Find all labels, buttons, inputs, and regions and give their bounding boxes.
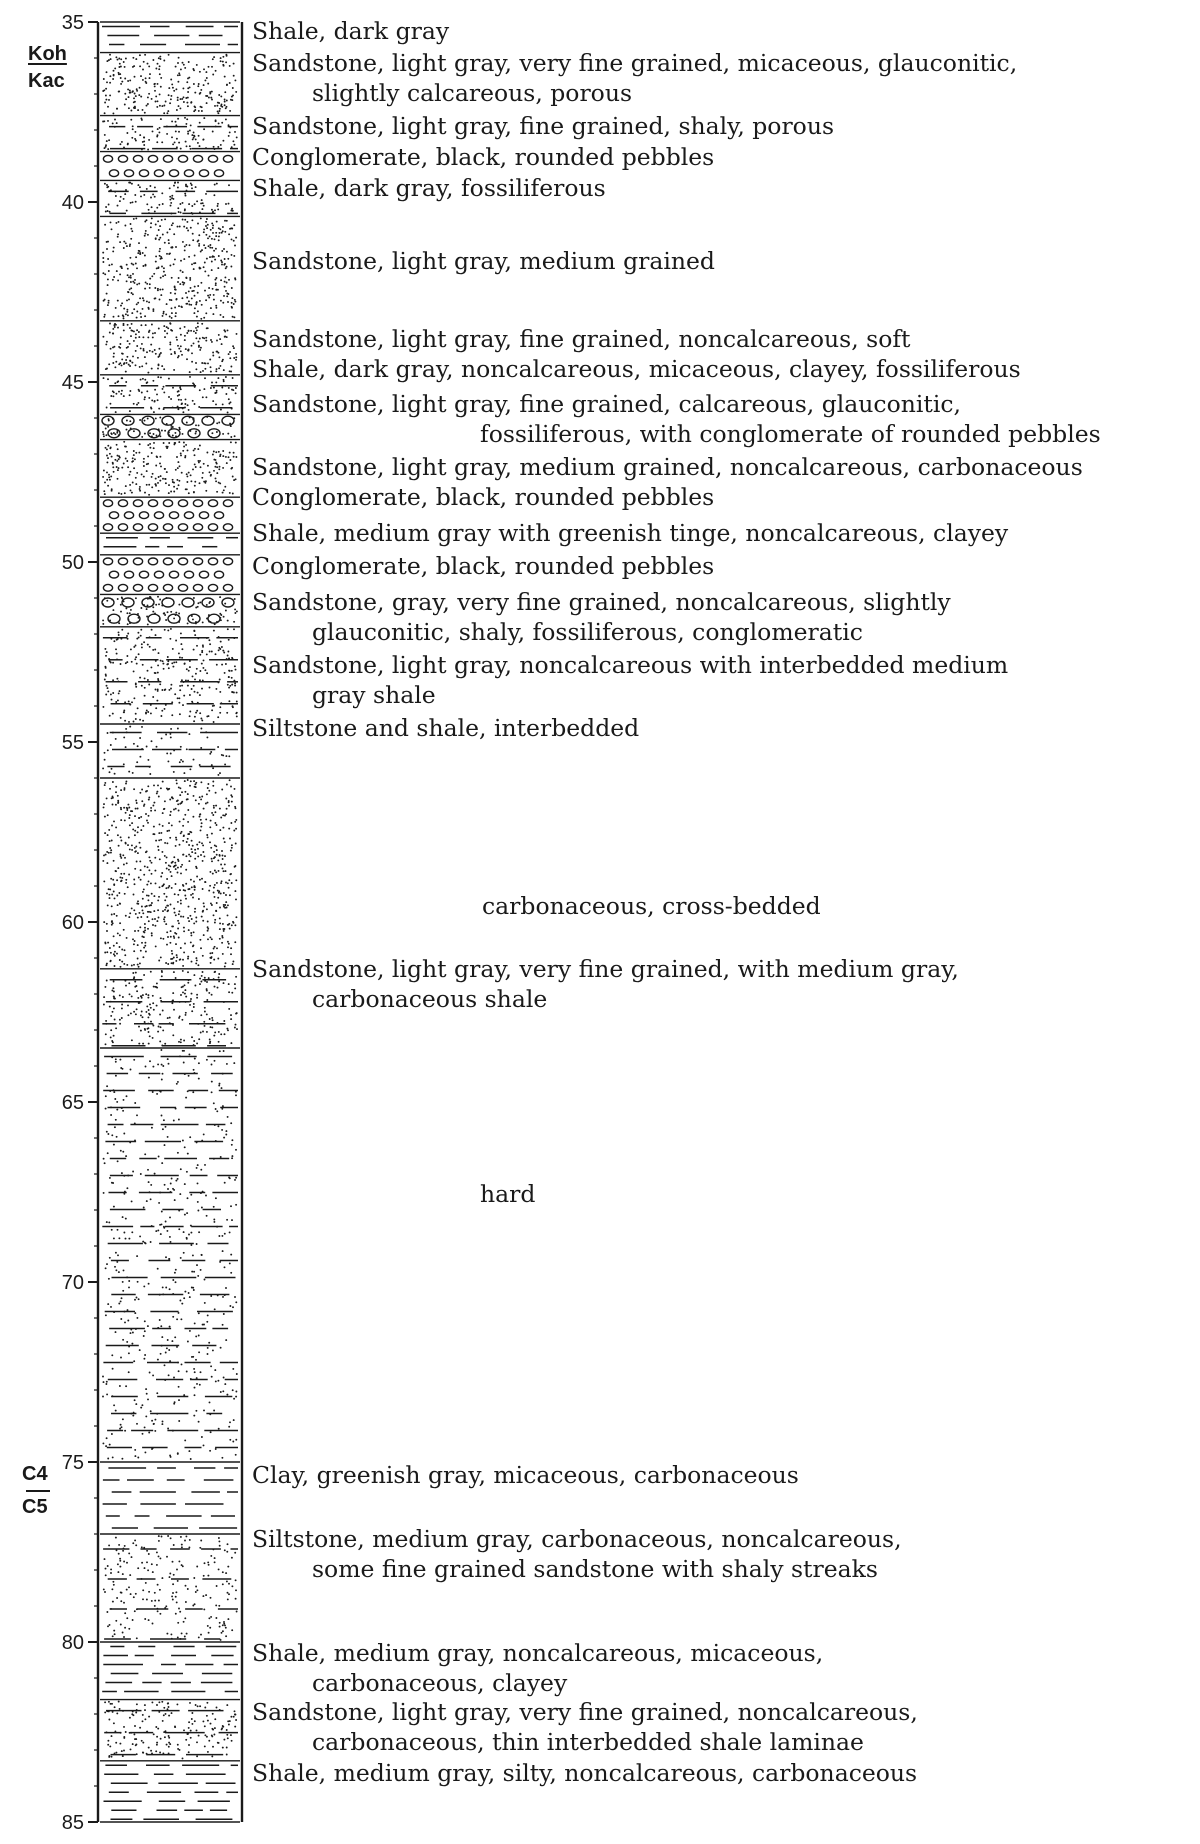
lithology-unit-sandstone bbox=[100, 440, 240, 496]
column-frame bbox=[98, 22, 242, 1822]
depth-label-45: 45 bbox=[61, 372, 84, 394]
lithology-description: Siltstone, medium gray, carbonaceous, noncalcareous, bbox=[252, 1525, 902, 1554]
lithology-unit-shaly-sandstone bbox=[100, 969, 240, 1047]
depth-label-40: 40 bbox=[61, 192, 84, 214]
lithology-unit-sandstone bbox=[100, 321, 240, 374]
formation-koh: Koh bbox=[28, 43, 67, 65]
depth-label-75: 75 bbox=[61, 1452, 84, 1474]
lithology-unit-clay bbox=[100, 1462, 240, 1528]
lithology-description: Sandstone, light gray, medium grained, noncalcareous, carbonaceous bbox=[252, 452, 1083, 481]
lithology-description: Sandstone, gray, very fine grained, noncalcareous, slightly bbox=[252, 587, 951, 616]
lithology-description: Conglomerate, black, rounded pebbles bbox=[252, 551, 715, 580]
lithology-description: Sandstone, light gray, fine grained, calcareous, glauconitic, bbox=[252, 389, 961, 418]
lithology-unit-shaly-sandstone bbox=[100, 116, 240, 151]
lithology-description-continued: some fine grained sandstone with shaly streaks bbox=[312, 1555, 878, 1584]
lithology-description: Sandstone, light gray, medium grained bbox=[252, 247, 715, 276]
lithology-unit-shale bbox=[100, 22, 240, 45]
lithology-unit-siltstone-shale bbox=[100, 724, 240, 776]
lithology-description: carbonaceous, cross-bedded bbox=[482, 891, 821, 920]
lithology-description: Sandstone, light gray, very fine grained, noncalcareous, bbox=[252, 1698, 918, 1727]
lithology-description-continued: carbonaceous shale bbox=[312, 984, 548, 1013]
depth-label-80: 80 bbox=[61, 1632, 84, 1654]
lithology-description: hard bbox=[480, 1179, 536, 1208]
lithology-description-continued: carbonaceous, clayey bbox=[312, 1668, 568, 1697]
depth-label-70: 70 bbox=[61, 1272, 84, 1294]
lithology-unit-sandstone bbox=[100, 216, 240, 319]
lithology-unit-shale bbox=[100, 1761, 240, 1820]
lithology-description: Shale, medium gray, noncalcareous, micaceous, bbox=[252, 1638, 824, 1667]
lithology-description-continued: fossiliferous, with conglomerate of rounded pebbles bbox=[480, 419, 1101, 448]
lithology-description-continued: carbonaceous, thin interbedded shale laminae bbox=[312, 1728, 864, 1757]
lithology-unit-shale bbox=[100, 533, 240, 547]
lithology-unit-shaly-sandstone bbox=[100, 1700, 240, 1760]
lithology-unit-conglomerate bbox=[100, 152, 240, 177]
lithology-unit-siltstone bbox=[100, 1534, 240, 1641]
lithology-unit-shale bbox=[100, 1642, 240, 1692]
formation-kac: Kac bbox=[28, 70, 65, 92]
formation-boundary-mark bbox=[26, 1490, 50, 1492]
lithology-unit-siltstone-shale bbox=[100, 1048, 240, 1460]
depth-label-55: 55 bbox=[61, 732, 84, 754]
depth-label-50: 50 bbox=[61, 552, 84, 574]
depth-label-60: 60 bbox=[61, 912, 84, 934]
lithology-description: Sandstone, light gray, fine grained, shaly, porous bbox=[252, 112, 835, 141]
lithology-description: Shale, dark gray, noncalcareous, micaceous, clayey, fossiliferous bbox=[252, 355, 1021, 384]
lithology-description-continued: gray shale bbox=[312, 680, 436, 709]
lithology-description: Conglomerate, black, rounded pebbles bbox=[252, 143, 715, 171]
lithology-description: Siltstone and shale, interbedded bbox=[252, 713, 640, 742]
lithology-unit-pebbly-sandstone bbox=[100, 594, 240, 625]
depth-label-65: 65 bbox=[61, 1092, 84, 1114]
lithology-unit-conglomerate bbox=[100, 497, 240, 530]
lithology-description-continued: glauconitic, shaly, fossiliferous, conglomeratic bbox=[312, 617, 863, 646]
lithology-unit-shaly-sandstone bbox=[100, 627, 240, 723]
lithology-description: Shale, medium gray with greenish tinge, noncalcareous, clayey bbox=[252, 519, 1009, 548]
lithology-description: Clay, greenish gray, micaceous, carbonaceous bbox=[252, 1460, 799, 1489]
lithology-description: Sandstone, light gray, noncalcareous with interbedded medium bbox=[252, 650, 1009, 679]
lithology-description: Shale, dark gray, fossiliferous bbox=[252, 173, 606, 202]
depth-label-85: 85 bbox=[61, 1812, 84, 1834]
lithology-column bbox=[100, 22, 240, 1822]
lithology-description: Shale, medium gray, silty, noncalcareous, carbonaceous bbox=[252, 1759, 918, 1788]
lithology-unit-sandstone bbox=[100, 53, 240, 115]
formation-c4: C4 bbox=[22, 1463, 48, 1485]
lithology-unit-sandstone bbox=[100, 778, 240, 968]
lithology-description: Conglomerate, black, rounded pebbles bbox=[252, 483, 715, 512]
lithology-description: Sandstone, light gray, very fine grained, with medium gray, bbox=[252, 954, 959, 983]
lithology-unit-shaly-sandstone bbox=[100, 180, 240, 214]
lithology-description: Sandstone, light gray, very fine grained, micaceous, glauconitic, bbox=[252, 49, 1018, 78]
depth-label-35: 35 bbox=[61, 12, 84, 34]
lithology-description: Shale, dark gray bbox=[252, 17, 450, 45]
formation-c5: C5 bbox=[22, 1496, 48, 1518]
lithology-description-continued: slightly calcareous, porous bbox=[312, 79, 633, 108]
lithology-unit-shaly-sandstone bbox=[100, 375, 240, 414]
depth-axis bbox=[62, 12, 98, 1834]
lithology-unit-pebbly-sandstone bbox=[100, 414, 240, 438]
lithology-description: Sandstone, light gray, fine grained, noncalcareous, soft bbox=[252, 324, 911, 353]
lithology-unit-conglomerate bbox=[100, 555, 240, 591]
